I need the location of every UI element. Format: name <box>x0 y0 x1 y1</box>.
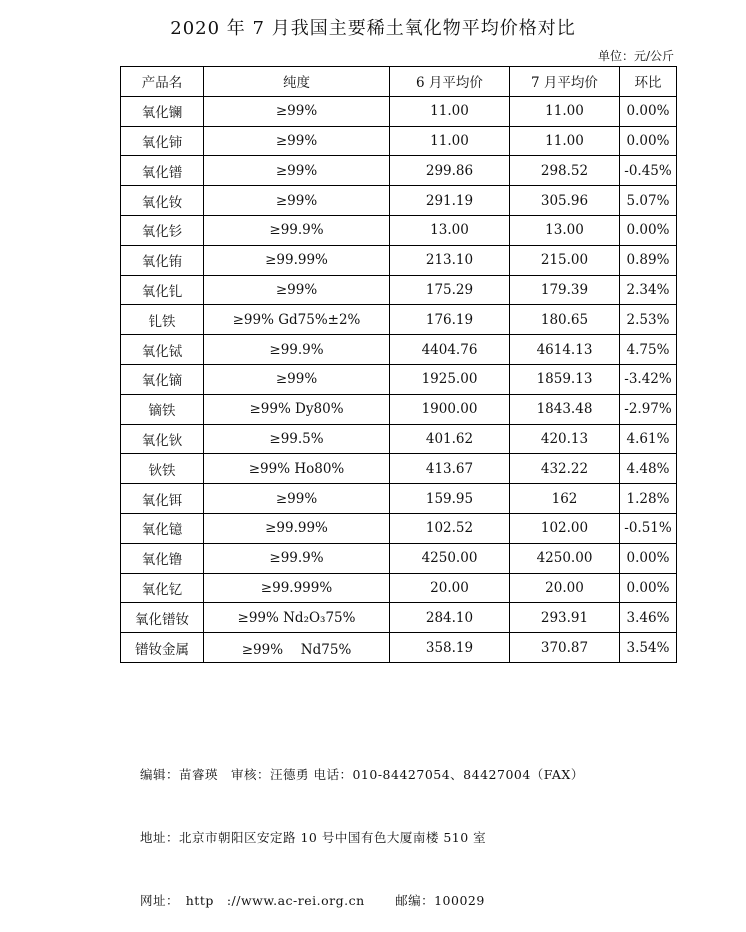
cell-july-price: 298.52 <box>510 156 620 186</box>
cell-july-price: 305.96 <box>510 186 620 216</box>
cell-product: 氧化镧 <box>121 96 204 126</box>
table-row <box>121 543 677 573</box>
cell-purity: ≥99% Ho80% <box>204 454 390 484</box>
cell-june-price: 11.00 <box>390 96 510 126</box>
cell-june-price: 1900.00 <box>390 394 510 424</box>
footer-address-line: 地址：北京市朝阳区安定路 10 号中国有色大厦南楼 510 室 <box>140 830 487 845</box>
cell-july-price: 13.00 <box>510 215 620 245</box>
cell-june-price: 213.10 <box>390 245 510 275</box>
cell-july-price: 215.00 <box>510 245 620 275</box>
cell-purity: ≥99% Gd75%±2% <box>204 305 390 335</box>
cell-june-price: 102.52 <box>390 513 510 543</box>
cell-purity: ≥99% <box>204 484 390 514</box>
cell-purity: ≥99.9% <box>204 335 390 365</box>
cell-purity: ≥99% <box>204 96 390 126</box>
cell-product: 钬铁 <box>121 454 204 484</box>
table-row <box>121 215 677 245</box>
cell-july-price: 420.13 <box>510 424 620 454</box>
cell-july-price: 4614.13 <box>510 335 620 365</box>
cell-july-price: 4250.00 <box>510 543 620 573</box>
cell-purity: ≥99.999% <box>204 573 390 603</box>
cell-purity: ≥99% <box>204 186 390 216</box>
footer-website-line: 网址： http ://www.ac-rei.org.cn 邮编：100029 <box>140 893 485 908</box>
table-row <box>121 484 677 514</box>
cell-mom-change: 4.48% <box>620 454 677 484</box>
table-header-row <box>121 67 677 97</box>
cell-product: 镝铁 <box>121 394 204 424</box>
cell-product: 氧化镨钕 <box>121 603 204 633</box>
table-row <box>121 424 677 454</box>
cell-product: 氧化钐 <box>121 215 204 245</box>
price-table <box>120 66 677 663</box>
cell-june-price: 13.00 <box>390 215 510 245</box>
cell-july-price: 11.00 <box>510 126 620 156</box>
cell-july-price: 162 <box>510 484 620 514</box>
table-row <box>121 394 677 424</box>
cell-mom-change: -0.51% <box>620 513 677 543</box>
cell-mom-change: 0.00% <box>620 126 677 156</box>
table-row <box>121 186 677 216</box>
cell-purity: ≥99.99% <box>204 245 390 275</box>
cell-june-price: 413.67 <box>390 454 510 484</box>
cell-product: 氧化钬 <box>121 424 204 454</box>
table-row <box>121 573 677 603</box>
cell-june-price: 1925.00 <box>390 364 510 394</box>
cell-mom-change: 2.34% <box>620 275 677 305</box>
header-product: 产品名 <box>121 67 204 97</box>
cell-july-price: 432.22 <box>510 454 620 484</box>
cell-purity: ≥99.99% <box>204 513 390 543</box>
cell-june-price: 299.86 <box>390 156 510 186</box>
table-row <box>121 245 677 275</box>
cell-mom-change: 0.00% <box>620 96 677 126</box>
cell-product: 氧化镨 <box>121 156 204 186</box>
cell-product: 氧化铕 <box>121 245 204 275</box>
cell-june-price: 284.10 <box>390 603 510 633</box>
table-body <box>121 96 677 662</box>
cell-product: 氧化铒 <box>121 484 204 514</box>
cell-mom-change: 5.07% <box>620 186 677 216</box>
cell-purity: ≥99.5% <box>204 424 390 454</box>
page-title: 2020 年 7 月我国主要稀土氧化物平均价格对比 <box>170 18 576 39</box>
footer <box>140 722 584 932</box>
cell-mom-change: 4.75% <box>620 335 677 365</box>
cell-mom-change: -0.45% <box>620 156 677 186</box>
cell-june-price: 20.00 <box>390 573 510 603</box>
cell-purity: ≥99% <box>204 126 390 156</box>
cell-july-price: 1843.48 <box>510 394 620 424</box>
cell-product: 氧化镥 <box>121 543 204 573</box>
cell-mom-change: 3.46% <box>620 603 677 633</box>
table-row <box>121 364 677 394</box>
footer-editor-line: 编辑：苗睿瑛 审核：汪德勇 电话：010-84427054、84427004（FAX） <box>140 767 584 782</box>
table-row <box>121 156 677 186</box>
header-july-price: 7 月平均价 <box>510 67 620 97</box>
cell-mom-change: 0.00% <box>620 573 677 603</box>
cell-july-price: 179.39 <box>510 275 620 305</box>
cell-purity: ≥99.9% <box>204 543 390 573</box>
cell-product: 钆铁 <box>121 305 204 335</box>
cell-purity: ≥99% Nd₂O₃75% <box>204 603 390 633</box>
cell-product: 氧化钕 <box>121 186 204 216</box>
cell-mom-change: 0.89% <box>620 245 677 275</box>
cell-mom-change: 0.00% <box>620 215 677 245</box>
cell-june-price: 175.29 <box>390 275 510 305</box>
cell-product: 氧化钇 <box>121 573 204 603</box>
cell-purity: ≥99% <box>204 364 390 394</box>
table-row <box>121 335 677 365</box>
table-row <box>121 454 677 484</box>
cell-product: 氧化镱 <box>121 513 204 543</box>
cell-june-price: 159.95 <box>390 484 510 514</box>
cell-mom-change: 4.61% <box>620 424 677 454</box>
cell-product: 氧化镝 <box>121 364 204 394</box>
cell-july-price: 1859.13 <box>510 364 620 394</box>
cell-july-price: 11.00 <box>510 96 620 126</box>
cell-june-price: 401.62 <box>390 424 510 454</box>
cell-purity: ≥99% <box>204 156 390 186</box>
cell-mom-change: 2.53% <box>620 305 677 335</box>
cell-mom-change: -3.42% <box>620 364 677 394</box>
cell-july-price: 180.65 <box>510 305 620 335</box>
cell-product: 镨钕金属 <box>121 633 204 663</box>
cell-purity: ≥99% Dy80% <box>204 394 390 424</box>
cell-july-price: 370.87 <box>510 633 620 663</box>
header-mom-change: 环比 <box>620 67 677 97</box>
cell-product: 氧化铽 <box>121 335 204 365</box>
cell-june-price: 11.00 <box>390 126 510 156</box>
cell-june-price: 4250.00 <box>390 543 510 573</box>
table-row <box>121 96 677 126</box>
table-row <box>121 513 677 543</box>
cell-product: 氧化钆 <box>121 275 204 305</box>
cell-mom-change: 3.54% <box>620 633 677 663</box>
table-row <box>121 305 677 335</box>
cell-mom-change: 1.28% <box>620 484 677 514</box>
unit-label: 单位：元/公斤 <box>597 49 674 63</box>
cell-product: 氧化铈 <box>121 126 204 156</box>
cell-june-price: 291.19 <box>390 186 510 216</box>
header-june-price: 6 月平均价 <box>390 67 510 97</box>
cell-mom-change: 0.00% <box>620 543 677 573</box>
cell-purity: ≥99.9% <box>204 215 390 245</box>
table-row <box>121 603 677 633</box>
header-purity: 纯度 <box>204 67 390 97</box>
cell-mom-change: -2.97% <box>620 394 677 424</box>
cell-july-price: 102.00 <box>510 513 620 543</box>
table-row <box>121 126 677 156</box>
cell-july-price: 20.00 <box>510 573 620 603</box>
cell-june-price: 4404.76 <box>390 335 510 365</box>
table-row <box>121 275 677 305</box>
cell-july-price: 293.91 <box>510 603 620 633</box>
table-row <box>121 633 677 663</box>
cell-purity: ≥99% Nd75% <box>204 633 390 663</box>
cell-june-price: 358.19 <box>390 633 510 663</box>
cell-june-price: 176.19 <box>390 305 510 335</box>
cell-purity: ≥99% <box>204 275 390 305</box>
